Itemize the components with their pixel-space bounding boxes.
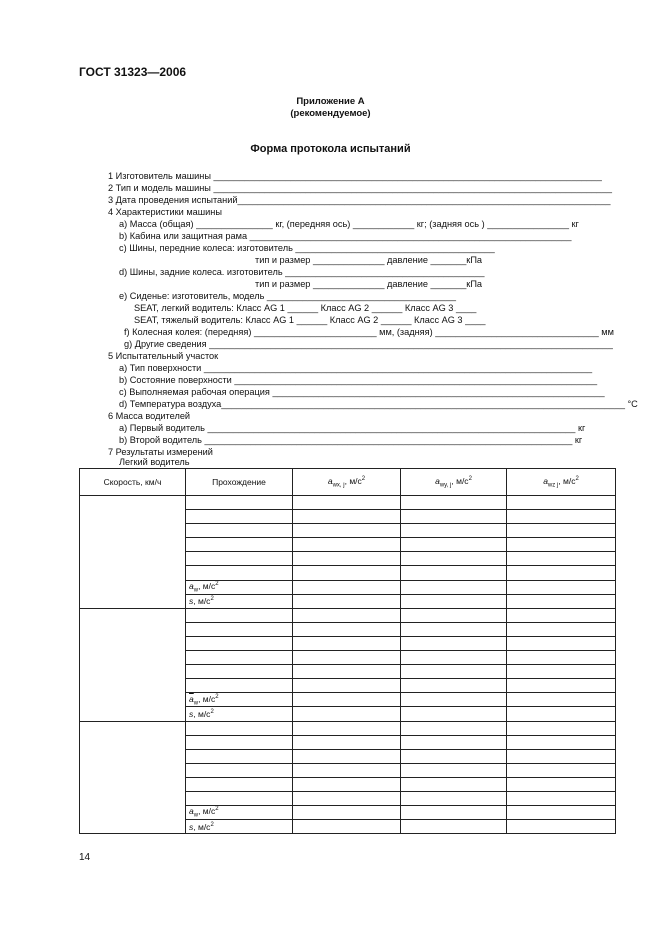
value-cell	[293, 636, 401, 650]
form-line: 1 Изготовитель машины ____________________________________________________________________________	[108, 171, 602, 181]
pass-cell	[186, 510, 293, 524]
form-line: d) Шины, задние колеса. изготовитель _______________________________________	[119, 267, 485, 277]
value-cell	[507, 721, 616, 735]
header-pass: Прохождение	[186, 469, 293, 496]
pass-cell: $\overline{a}_w$, $м/с^2$	[186, 806, 293, 820]
pass-cell	[186, 665, 293, 679]
value-cell	[293, 580, 401, 594]
value-cell	[293, 665, 401, 679]
value-cell	[507, 665, 616, 679]
value-cell	[293, 524, 401, 538]
value-cell	[401, 566, 507, 580]
value-cell	[507, 651, 616, 665]
form-line: 2 Тип и модель машины ______________________________________________________________________________	[108, 183, 613, 193]
speed-cell	[80, 721, 186, 834]
table-row	[80, 608, 616, 622]
pass-cell	[186, 735, 293, 749]
table-row	[80, 721, 616, 735]
value-cell	[401, 707, 507, 721]
value-cell	[401, 820, 507, 834]
pass-cell	[186, 496, 293, 510]
value-cell	[401, 510, 507, 524]
value-cell	[401, 806, 507, 820]
form-line: тип и размер ______________ давление _______кПа	[255, 279, 483, 289]
pass-cell	[186, 566, 293, 580]
value-cell	[293, 749, 401, 763]
value-cell	[401, 608, 507, 622]
value-cell	[507, 524, 616, 538]
value-cell	[401, 791, 507, 805]
pass-cell	[186, 721, 293, 735]
form-line: c) Шины, передние колеса: изготовитель _______________________________________	[119, 243, 495, 253]
value-cell	[507, 510, 616, 524]
form-line: a) Первый водитель ________________________________________________________________________ кг	[119, 423, 586, 433]
form-line: b) Второй водитель ________________________________________________________________________ кг	[119, 435, 583, 445]
value-cell	[293, 538, 401, 552]
header-speed: Скорость, км/ч	[80, 469, 186, 496]
value-cell	[401, 636, 507, 650]
value-cell	[401, 496, 507, 510]
form-line: тип и размер ______________ давление _______кПа	[255, 255, 483, 265]
form-line: 3 Дата проведения испытаний_________________________________________________________________________	[108, 195, 611, 205]
pass-cell	[186, 552, 293, 566]
pass-cell: $\overline{a}_w$, $м/с^2$	[186, 580, 293, 594]
value-cell	[507, 777, 616, 791]
value-cell	[293, 608, 401, 622]
pass-cell: $\overline{a}_w$, $м/с^2$	[186, 693, 293, 707]
form-line: 5 Испытательный участок	[108, 351, 219, 361]
pass-cell	[186, 524, 293, 538]
value-cell	[507, 791, 616, 805]
value-cell	[401, 665, 507, 679]
pass-cell	[186, 777, 293, 791]
form-line: e) Сиденье: изготовитель, модель _____________________________________	[119, 291, 456, 301]
value-cell	[401, 538, 507, 552]
value-cell	[293, 679, 401, 693]
pass-cell	[186, 791, 293, 805]
value-cell	[293, 806, 401, 820]
pass-cell: s, $м/с^2$	[186, 707, 293, 721]
value-cell	[507, 820, 616, 834]
value-cell	[293, 510, 401, 524]
value-cell	[293, 552, 401, 566]
form-line: c) Выполняемая рабочая операция _________________________________________________________________	[119, 387, 605, 397]
pass-cell: s, $м/с^2$	[186, 820, 293, 834]
value-cell	[507, 580, 616, 594]
value-cell	[293, 651, 401, 665]
value-cell	[507, 806, 616, 820]
pass-cell	[186, 651, 293, 665]
value-cell	[401, 552, 507, 566]
value-cell	[401, 693, 507, 707]
pass-cell	[186, 538, 293, 552]
value-cell	[293, 496, 401, 510]
value-cell	[401, 594, 507, 608]
value-cell	[293, 777, 401, 791]
form-line: SEAT, легкий водитель: Класс AG 1 ______ Класс AG 2 ______ Класс AG 3 ____	[134, 303, 477, 313]
value-cell	[401, 721, 507, 735]
pass-cell	[186, 608, 293, 622]
value-cell	[293, 566, 401, 580]
value-cell	[293, 707, 401, 721]
header-awz: $a_{wz j}$, $м/с^2$	[507, 469, 616, 496]
pass-cell: s, $м/с^2$	[186, 594, 293, 608]
form-line: d) Температура воздуха_______________________________________________________________________________ °С	[119, 399, 638, 409]
pass-cell	[186, 679, 293, 693]
table-row	[80, 496, 616, 510]
value-cell	[507, 707, 616, 721]
value-cell	[293, 693, 401, 707]
form-line: f) Колесная колея: (передняя) ________________________ мм, (задняя) ________________________________ мм	[124, 327, 614, 337]
value-cell	[401, 524, 507, 538]
value-cell	[401, 777, 507, 791]
value-cell	[507, 735, 616, 749]
value-cell	[507, 749, 616, 763]
value-cell	[293, 622, 401, 636]
value-cell	[507, 538, 616, 552]
value-cell	[507, 679, 616, 693]
page-number: 14	[79, 852, 91, 863]
value-cell	[507, 566, 616, 580]
pass-cell	[186, 749, 293, 763]
value-cell	[401, 749, 507, 763]
value-cell	[293, 791, 401, 805]
form-line: b) Состояние поверхности _______________________________________________________________________	[119, 375, 598, 385]
value-cell	[507, 693, 616, 707]
value-cell	[507, 608, 616, 622]
value-cell	[401, 735, 507, 749]
value-cell	[507, 496, 616, 510]
form-line: a) Тип поверхности ____________________________________________________________________________	[119, 363, 593, 373]
pass-cell	[186, 763, 293, 777]
value-cell	[401, 679, 507, 693]
value-cell	[293, 594, 401, 608]
form-line: a) Масса (общая) _______________ кг, (передняя ось) ____________ кг; (задняя ось ) ________________ кг	[119, 219, 579, 229]
appendix-status: (рекомендуемое)	[290, 108, 371, 119]
form-line: 7 Результаты измерений	[108, 447, 213, 457]
value-cell	[401, 622, 507, 636]
header-awy: $a_{wy, j}$, $м/с^2$	[401, 469, 507, 496]
value-cell	[401, 580, 507, 594]
form-title: Форма протокола испытаний	[250, 143, 411, 155]
value-cell	[507, 594, 616, 608]
header-awx: $a_{wx, j}$, $м/с^2$	[293, 469, 401, 496]
form-line: Легкий водитель	[119, 457, 190, 467]
value-cell	[293, 721, 401, 735]
value-cell	[507, 552, 616, 566]
standard-header: ГОСТ 31323—2006	[79, 65, 187, 79]
form-line: g) Другие сведения _______________________________________________________________________________	[124, 339, 613, 349]
form-line: b) Кабина или защитная рама _______________________________________________________________	[119, 231, 572, 241]
form-line: 6 Масса водителей	[108, 411, 191, 421]
speed-cell	[80, 496, 186, 609]
value-cell	[293, 735, 401, 749]
value-cell	[401, 651, 507, 665]
form-line: SEAT, тяжелый водитель: Класс AG 1 ______ Класс AG 2 ______ Класс AG 3 ____	[134, 315, 486, 325]
form-line: 4 Характеристики машины	[108, 207, 222, 217]
speed-cell	[80, 608, 186, 721]
appendix-title: Приложение А	[296, 96, 365, 107]
pass-cell	[186, 636, 293, 650]
value-cell	[507, 763, 616, 777]
value-cell	[401, 763, 507, 777]
pass-cell	[186, 622, 293, 636]
value-cell	[507, 636, 616, 650]
measurement-table	[79, 468, 616, 834]
value-cell	[293, 763, 401, 777]
value-cell	[507, 622, 616, 636]
value-cell	[293, 820, 401, 834]
